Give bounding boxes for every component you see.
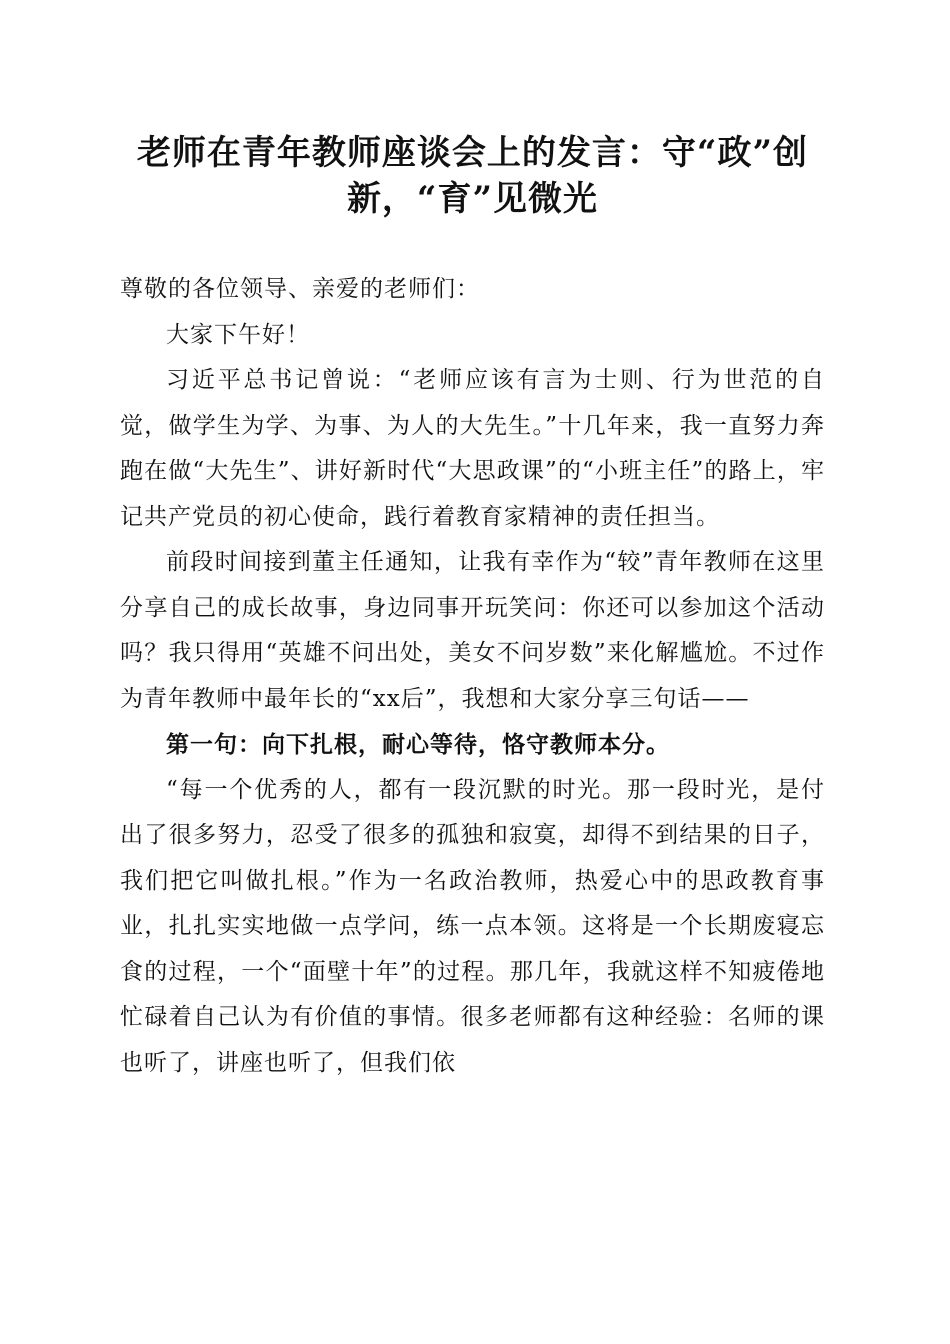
paragraph-intro: 前段时间接到董主任通知，让我有幸作为“较”青年教师在这里分享自己的成长故事，身边同事开玩笑问：你还可以参加这个活动吗？我只得用“英雄不问出处，美女不问岁数”来化解尴尬。不过作为青年教师中最年长的“xx后”，我想和大家分享三句话—— [120,549,825,712]
document-title: 老师在青年教师座谈会上的发言：守“政”创新，“育”见微光 [136,133,809,219]
section-heading: 第一句：向下扎根，耐心等待，恪守教师本分。 [166,731,670,758]
paragraph-greeting: 大家下午好！ [166,321,310,348]
paragraph-quote: 习近平总书记曾说：“老师应该有言为士则、行为世范的自觉，做学生为学、为事、为人的大先生。”十几年来，我一直努力奔跑在做“大先生”、讲好新时代“大思政课”的“小班主任”的路上，牢记共产党员的初心使命，践行着教育家精神的责任担当。 [120,367,825,530]
document-body [120,267,825,1086]
salutation: 尊敬的各位领导、亲爱的老师们： [120,276,480,302]
section-paragraph: “每一个优秀的人，都有一段沉默的时光。那一段时光，是付出了很多努力，忍受了很多的孤独和寂寞，却得不到结果的日子，我们把它叫做扎根。”作为一名政治教师，热爱心中的思政教育事业，扎扎实实地做一点学问，练一点本领。这将是一个长期废寝忘食的过程，一个“面壁十年”的过程。那几年，我就这样不知疲倦地忙碌着自己认为有价值的事情。很多老师都有这种经验：名师的课也听了，讲座也听了，但我们依 [120,776,825,1076]
document-page [120,130,825,1086]
